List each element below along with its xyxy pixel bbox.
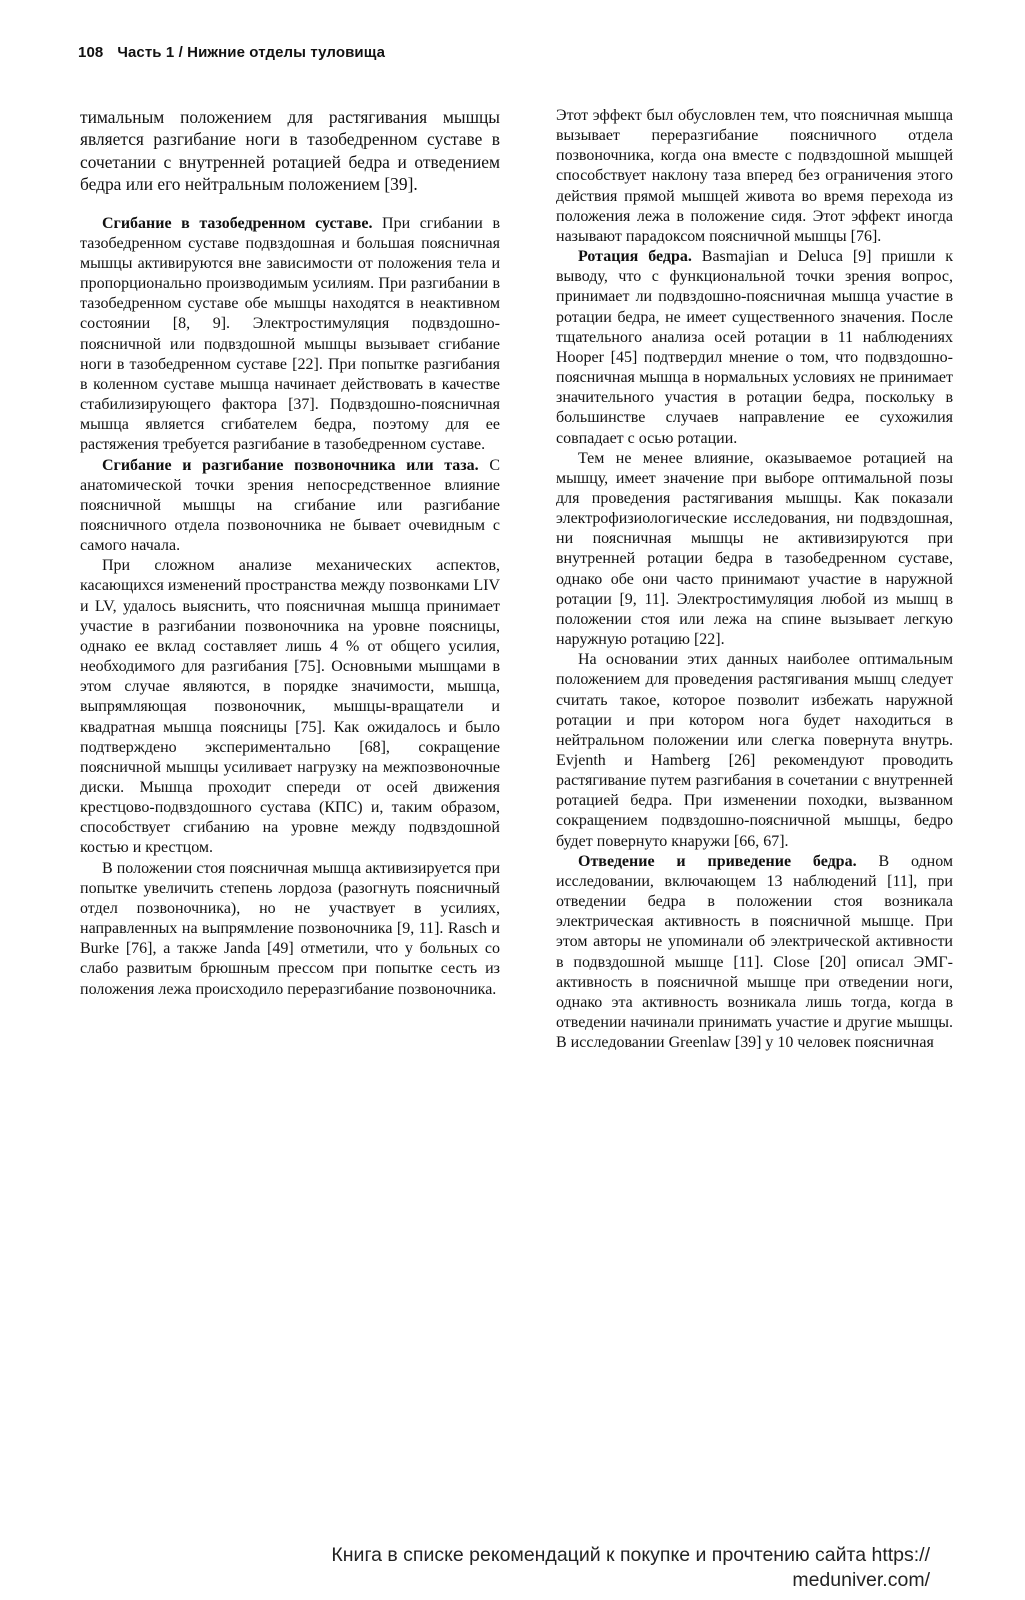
section-heading: Сгибание в тазобедренном суставе. [102,214,373,232]
continuation-paragraph: Этот эффект был обусловлен тем, что поясничная мышца вызывает переразгибание поясничного отдела позвоночника, когда она вместе с подвздошной мышцей способствует наклону таза вперед без ограничения этого действия прямой мышцей живота во время перехода из положения лежа в положение сидя. Этот эффект иногда называют парадоксом поясничной мышцы [76]. [556,107,953,245]
footer-line-2: meduniver.com/ [792,1569,930,1591]
paragraph: При сложном анализе механических аспектов, касающихся изменений пространства между позвонками LIV и LV, удалось выяснить, что поясничная мышца принимает участие в разгибании позвоночника на уровне поясницы, однако ее вклад составляет лишь 4 % от общего усилия, необходимого для разгибания [75]. Основными мышцами в этом случае являются, в порядке значимости, мышца, выпрямляющая позвоночник, мышцы-вращатели и квадратная мышца поясницы [75]. Как ожидалось и было подтверждено экспериментально [68], сокращение поясничной мышцы усиливает нагрузку на межпозвоночные диски. Мышца проходит спереди от осей движения крестцово-подвздошного сустава (КПС) и, таким образом, способствует сгибанию на уровне между подвздошной костью и крестцом. [80,557,500,857]
paragraph: На основании этих данных наиболее оптимальным положением для проведения растягивания мышц следует считать такое, которое позволит избежать наружной ротации и при котором нога будет находиться в нейтральном положении или слегка повернута внутрь. Evjenth и Hamberg [26] рекомендуют проводить растягивание путем разгибания в сочетании с внутренней ротацией бедра. При изменении походки, вызванном сокращением подвздошно-поясничной мышцы, бедро будет повернуто кнаружи [66, 67]. [556,651,953,850]
section-text: При сгибании в тазобедренном суставе подвздошная и большая поясничная мышцы активируются вне зависимости от положения тела и пропорционально производимым усилиям. При разгибании в тазобедренном суставе обе мышцы находятся в неактивном состоянии [8, 9]. Электростимуляция подвздошно-поясничной или подвздошной мышцы вызывает сгибание ноги в тазобедренном суставе [22]. При попытке разгибания в коленном суставе мышца начинает действовать в качестве стабилизирующего фактора [37]. Подвздошно-поясничная мышца является сгибателем бедра, поэтому для ее растяжения требуется разгибание в тазобедренном суставе. [80,214,500,454]
section-hip-flexion [80,214,500,456]
section-heading: Отведение и приведение бедра. [578,852,857,870]
section-hip-rotation [556,247,953,449]
section-spine-flexion [80,456,500,557]
section-text: Basmajian и Deluca [9] пришли к выводу, что с функциональной точки зрения вопрос, принимает ли подвздошно-поясничная мышца участие в ротации бедра, не имеет существенного значения. После тщательного анализа осей ротации в 11 наблюдениях Hooper [45] подтвердил мнение о том, что подвздошно-поясничная мышца в нормальных условиях не принимает значительного участия в ротации бедра, поскольку в большинстве случаев направление ее сухожилия совпадает с осью ротации. [556,248,954,447]
paragraph: Тем не менее влияние, оказываемое ротацией на мышцу, имеет значение при выборе оптимальной позы для проведения растягивания мышцы. Как показали электрофизиологические исследования, ни подвздошная, ни поясничная мышцы не активизируются при внутренней ротации бедра в тазобедренном суставе, однако обе они часто принимают участие в наружной ротации [9, 11]. Электростимуляция любой из мышц в положении стоя или лежа на спине вызывает легкую наружную ротацию [22]. [556,449,953,649]
right-column [556,106,953,1053]
left-column [80,106,500,1000]
running-header [78,44,385,61]
section-heading: Сгибание и разгибание позвоночника или таза. [102,456,479,474]
section-text: С анатомической точки зрения непосредственное влияние поясничной мышцы на сгибание или разгибание поясничного отдела позвоночника не бывает очевидным с самого начала. [80,456,501,555]
chapter-title: Часть 1 / Нижние отделы туловища [117,44,386,61]
section-heading: Ротация бедра. [578,248,692,266]
page-number: 108 [78,44,104,61]
section-hip-abduction [556,852,953,1054]
paragraph: В положении стоя поясничная мышца активизируется при попытке увеличить степень лордоза (разогнуть поясничный отдел позвоночника), но не участвует в усилиях, направленных на выпрямление позвоночника [9, 11]. Rasch и Burke [76], а также Janda [49] отметили, что у больных со слабо развитым брюшным прессом при попытке сесть из положения лежа происходило переразгибание позвоночника. [80,859,500,998]
section-text: В одном исследовании, включающем 13 наблюдений [11], при отведении бедра в положении стоя возникала электрическая активность в поясничной мышце. При этом авторы не упоминали об электрической активности в подвздошной мышце [11]. Close [20] описал ЭМГ-активность в поясничной мышце при отведении ноги, однако эта активность возникала лишь тогда, когда в отведении начинали принимать участие и другие мышцы. В исследовании Greenlaw [39] у 10 человек поясничная [556,852,954,1052]
footer-line-1: Книга в списке рекомендаций к покупке и прочтению сайта https:// [331,1544,930,1566]
site-watermark-footer [165,1543,930,1593]
lead-paragraph-block [80,106,500,196]
lead-paragraph: тимальным положением для растягивания мышцы является разгибание ноги в тазобедренном суставе в сочетании с внутренней ротацией бедра и отведением бедра или его нейтральным положением [39]. [80,107,500,195]
